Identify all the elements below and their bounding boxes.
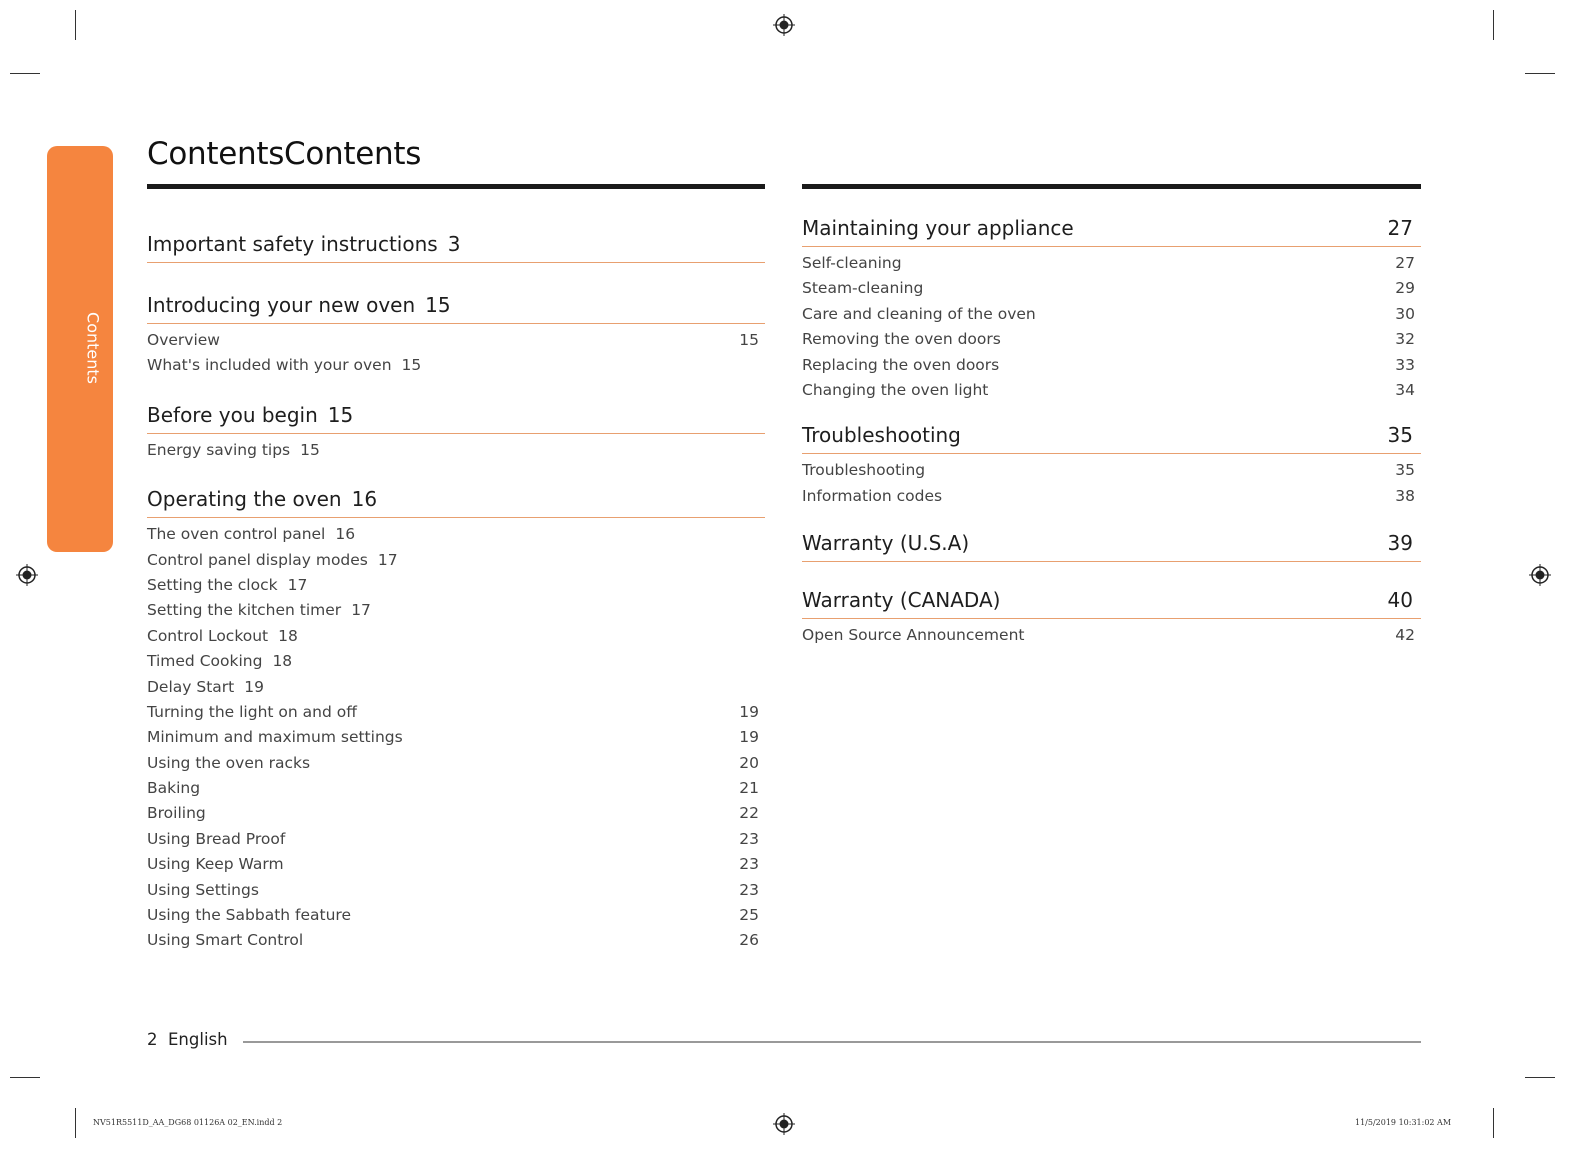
toc-entry-label: Control Lockout (147, 626, 269, 645)
toc-entry[interactable] (802, 484, 1421, 509)
toc-section (147, 293, 765, 379)
toc-entry-label: Turning the light on and off (147, 702, 357, 721)
toc-entry-label: Control panel display modes (147, 550, 368, 569)
toc-entry-page: 42 (1395, 626, 1415, 645)
toc-entry-label: Using the oven racks (147, 753, 311, 772)
toc-entry-label: Information codes (802, 486, 943, 505)
toc-section-title: Warranty (CANADA) (802, 588, 1001, 613)
toc-entry[interactable] (147, 827, 765, 852)
toc-entry-label: Replacing the oven doors (802, 355, 1000, 374)
toc-entry[interactable] (147, 598, 765, 623)
toc-section-title: Operating the oven (147, 487, 342, 512)
toc-entry[interactable] (147, 522, 765, 547)
toc-entry-label: Broiling (147, 804, 206, 823)
registration-mark-icon (1529, 564, 1551, 586)
toc-entry-page: 33 (1395, 355, 1415, 374)
toc-section (802, 531, 1421, 566)
title-rule (147, 184, 765, 189)
section-tab-label: Contents (83, 312, 103, 384)
toc-entry-label: Using Smart Control (147, 931, 304, 950)
toc-entry[interactable] (802, 302, 1421, 327)
crop-mark (1525, 73, 1555, 74)
crop-mark (1493, 10, 1494, 40)
crop-mark (1525, 1077, 1555, 1078)
toc-section-page: 3 (447, 232, 461, 256)
toc-entry-page: 30 (1395, 304, 1415, 323)
toc-section-page: 15 (327, 402, 354, 427)
toc-entry[interactable] (802, 251, 1421, 276)
toc-entry[interactable] (802, 623, 1421, 648)
toc-entry-page: 22 (739, 804, 759, 823)
toc-entry[interactable] (147, 438, 765, 463)
toc-section-page: 35 (1387, 423, 1413, 448)
toc-section-heading[interactable] (802, 588, 1421, 619)
toc-right-column (802, 202, 1421, 649)
toc-entry[interactable] (147, 675, 765, 700)
toc-entry[interactable] (802, 276, 1421, 301)
toc-entry-page: 15 (401, 356, 422, 375)
toc-entry-label: Removing the oven doors (802, 330, 1001, 349)
toc-entry[interactable] (147, 700, 765, 725)
toc-entry-page: 27 (1395, 254, 1415, 272)
toc-entry-label: The oven control panel (147, 525, 326, 544)
page-number: 2 (147, 1030, 158, 1049)
toc-entry[interactable] (147, 751, 765, 776)
toc-entry-label: Care and cleaning of the oven (802, 304, 1036, 323)
toc-entry-page: 23 (739, 880, 759, 899)
toc-entry-label: Energy saving tips (147, 440, 291, 459)
toc-entry[interactable] (147, 903, 765, 928)
toc-left-column (147, 202, 765, 954)
toc-entry-label: Setting the clock (147, 575, 278, 594)
page-footer (147, 1030, 228, 1049)
toc-entry-page: 21 (739, 779, 759, 798)
footer-rule (243, 1041, 1421, 1043)
crop-mark (75, 1108, 76, 1138)
page-title: ContentsContents (147, 136, 422, 172)
toc-entry[interactable] (147, 928, 765, 953)
toc-entry[interactable] (147, 328, 765, 353)
toc-section (147, 232, 765, 267)
registration-mark-icon (773, 14, 795, 36)
toc-entry-page: 16 (335, 525, 356, 544)
toc-entry-page: 19 (244, 677, 264, 696)
toc-entry-label: Minimum and maximum settings (147, 728, 403, 747)
toc-entry[interactable] (802, 458, 1421, 483)
toc-entry-label: Using Settings (147, 880, 259, 899)
toc-entry-page: 17 (351, 601, 371, 620)
toc-entry[interactable] (802, 327, 1421, 352)
title-rule (802, 184, 1421, 189)
toc-section (802, 216, 1421, 403)
toc-entry[interactable] (802, 353, 1421, 378)
registration-mark-icon (16, 564, 38, 586)
toc-entry-page: 18 (278, 626, 298, 645)
toc-entry-page: 34 (1395, 380, 1415, 399)
toc-entry-label: Using Keep Warm (147, 855, 284, 874)
crop-mark (1493, 1108, 1494, 1138)
print-slug-timestamp: 11/5/2019 10:31:02 AM (1355, 1118, 1452, 1127)
toc-entry-page: 17 (287, 575, 308, 594)
footer-language: English (168, 1030, 228, 1049)
toc-entry[interactable] (147, 649, 765, 674)
toc-section-heading[interactable] (147, 232, 765, 263)
toc-entry-page: 15 (300, 440, 320, 459)
toc-section-heading[interactable] (147, 487, 765, 518)
toc-entry[interactable] (147, 801, 765, 826)
print-slug-file: NV51R5511D_AA_DG68 01126A 02_EN.indd 2 (93, 1118, 283, 1127)
crop-mark (75, 10, 76, 40)
toc-entry[interactable] (147, 353, 765, 378)
toc-entry-label: Troubleshooting (802, 461, 926, 480)
toc-entry-label: Self-cleaning (802, 254, 902, 272)
toc-entry[interactable] (802, 378, 1421, 403)
section-tab (47, 146, 113, 552)
toc-entry[interactable] (147, 878, 765, 903)
toc-entry-label: Open Source Announcement (802, 626, 1025, 645)
toc-section-page: 16 (351, 487, 378, 512)
toc-section-title: Warranty (U.S.A) (802, 531, 970, 556)
registration-mark-icon (773, 1113, 795, 1135)
toc-section-title: Before you begin (147, 402, 318, 427)
toc-section-title: Maintaining your appliance (802, 216, 1074, 240)
toc-section-title: Important safety instructions (147, 232, 438, 256)
toc-entry-page: 23 (739, 855, 759, 874)
toc-entry-label: Changing the oven light (802, 380, 989, 399)
toc-entry-label: Delay Start (147, 677, 235, 696)
toc-entry-label: Setting the kitchen timer (147, 601, 342, 620)
toc-section-heading[interactable] (147, 403, 765, 434)
toc-entry-page: 17 (377, 550, 398, 569)
toc-entry[interactable] (147, 852, 765, 877)
toc-section (802, 423, 1421, 509)
toc-section-heading[interactable] (147, 293, 765, 324)
toc-entry-page: 19 (739, 728, 759, 747)
toc-entry-page: 19 (739, 702, 759, 721)
toc-entry-label: What's included with your oven (147, 356, 392, 375)
toc-entry-label: Steam-cleaning (802, 279, 924, 298)
crop-mark (10, 1077, 40, 1078)
toc-entry[interactable] (147, 548, 765, 573)
toc-entry-label: Timed Cooking (147, 652, 263, 671)
toc-entry[interactable] (147, 725, 765, 750)
toc-entry-page: 20 (739, 753, 759, 772)
toc-entry-page: 29 (1395, 279, 1415, 298)
toc-entry-label: Using Bread Proof (147, 829, 286, 848)
toc-section (147, 403, 765, 463)
toc-section-page: 40 (1387, 588, 1413, 613)
toc-entry-label: Using the Sabbath feature (147, 906, 351, 925)
toc-entry-page: 32 (1395, 330, 1415, 349)
toc-entry-page: 38 (1395, 486, 1415, 505)
toc-section-title: Troubleshooting (802, 423, 961, 448)
toc-section-heading[interactable] (802, 216, 1421, 247)
toc-entry-page: 25 (739, 906, 759, 925)
toc-section-heading[interactable] (802, 531, 1421, 562)
toc-section (147, 487, 765, 954)
toc-entry-label: Baking (147, 779, 201, 798)
toc-entry[interactable] (147, 573, 765, 598)
toc-entry[interactable] (147, 776, 765, 801)
toc-entry[interactable] (147, 624, 765, 649)
toc-section-page: 27 (1387, 216, 1413, 240)
toc-section (802, 588, 1421, 648)
crop-mark (10, 73, 40, 74)
toc-section-page: 15 (425, 293, 451, 317)
toc-entry-label: Overview (147, 331, 220, 349)
toc-entry-page: 23 (739, 829, 759, 848)
toc-entry-page: 18 (272, 652, 293, 671)
toc-entry-page: 26 (739, 931, 759, 950)
toc-section-title: Introducing your new oven (147, 293, 416, 317)
toc-section-page: 39 (1387, 531, 1413, 556)
toc-entry-page: 15 (739, 331, 759, 349)
toc-section-heading[interactable] (802, 423, 1421, 454)
toc-entry-page: 35 (1395, 461, 1415, 480)
